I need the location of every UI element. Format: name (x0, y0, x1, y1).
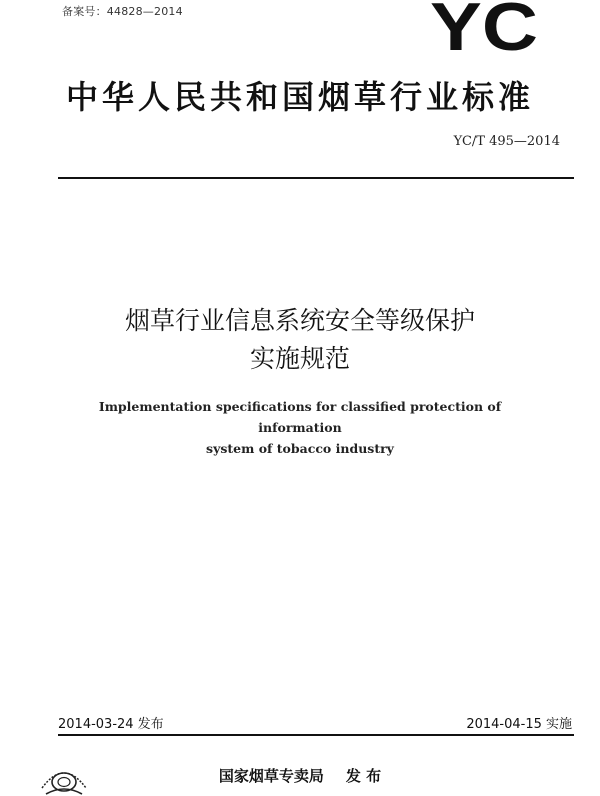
top-divider (58, 177, 574, 179)
yc-logo (428, 0, 540, 52)
english-title-line-2: system of tobacco industry (206, 441, 394, 456)
filing-number: 备案号：44828—2014 (62, 5, 183, 18)
document-title (0, 302, 600, 378)
document-title-line-2: 实施规范 (249, 344, 350, 373)
yc-logo-text: YC (430, 0, 538, 52)
standard-code: YC/T 495—2014 (453, 134, 560, 149)
issue-date: 2014-03-24 发布 (58, 717, 164, 732)
document-title-line-1: 烟草行业信息系统安全等级保护 (124, 306, 475, 335)
publisher-name: 国家烟草专卖局 (218, 767, 324, 785)
standard-title: 中华人民共和国烟草行业标准 (65, 78, 534, 116)
effective-date: 2014-04-15 实施 (466, 717, 572, 732)
english-title (60, 396, 540, 459)
publisher-line (0, 765, 600, 786)
bottom-divider (58, 734, 574, 736)
english-title-line-1: Implementation specifications for classified protection of information (98, 399, 502, 435)
publisher-action: 发 布 (345, 767, 382, 785)
